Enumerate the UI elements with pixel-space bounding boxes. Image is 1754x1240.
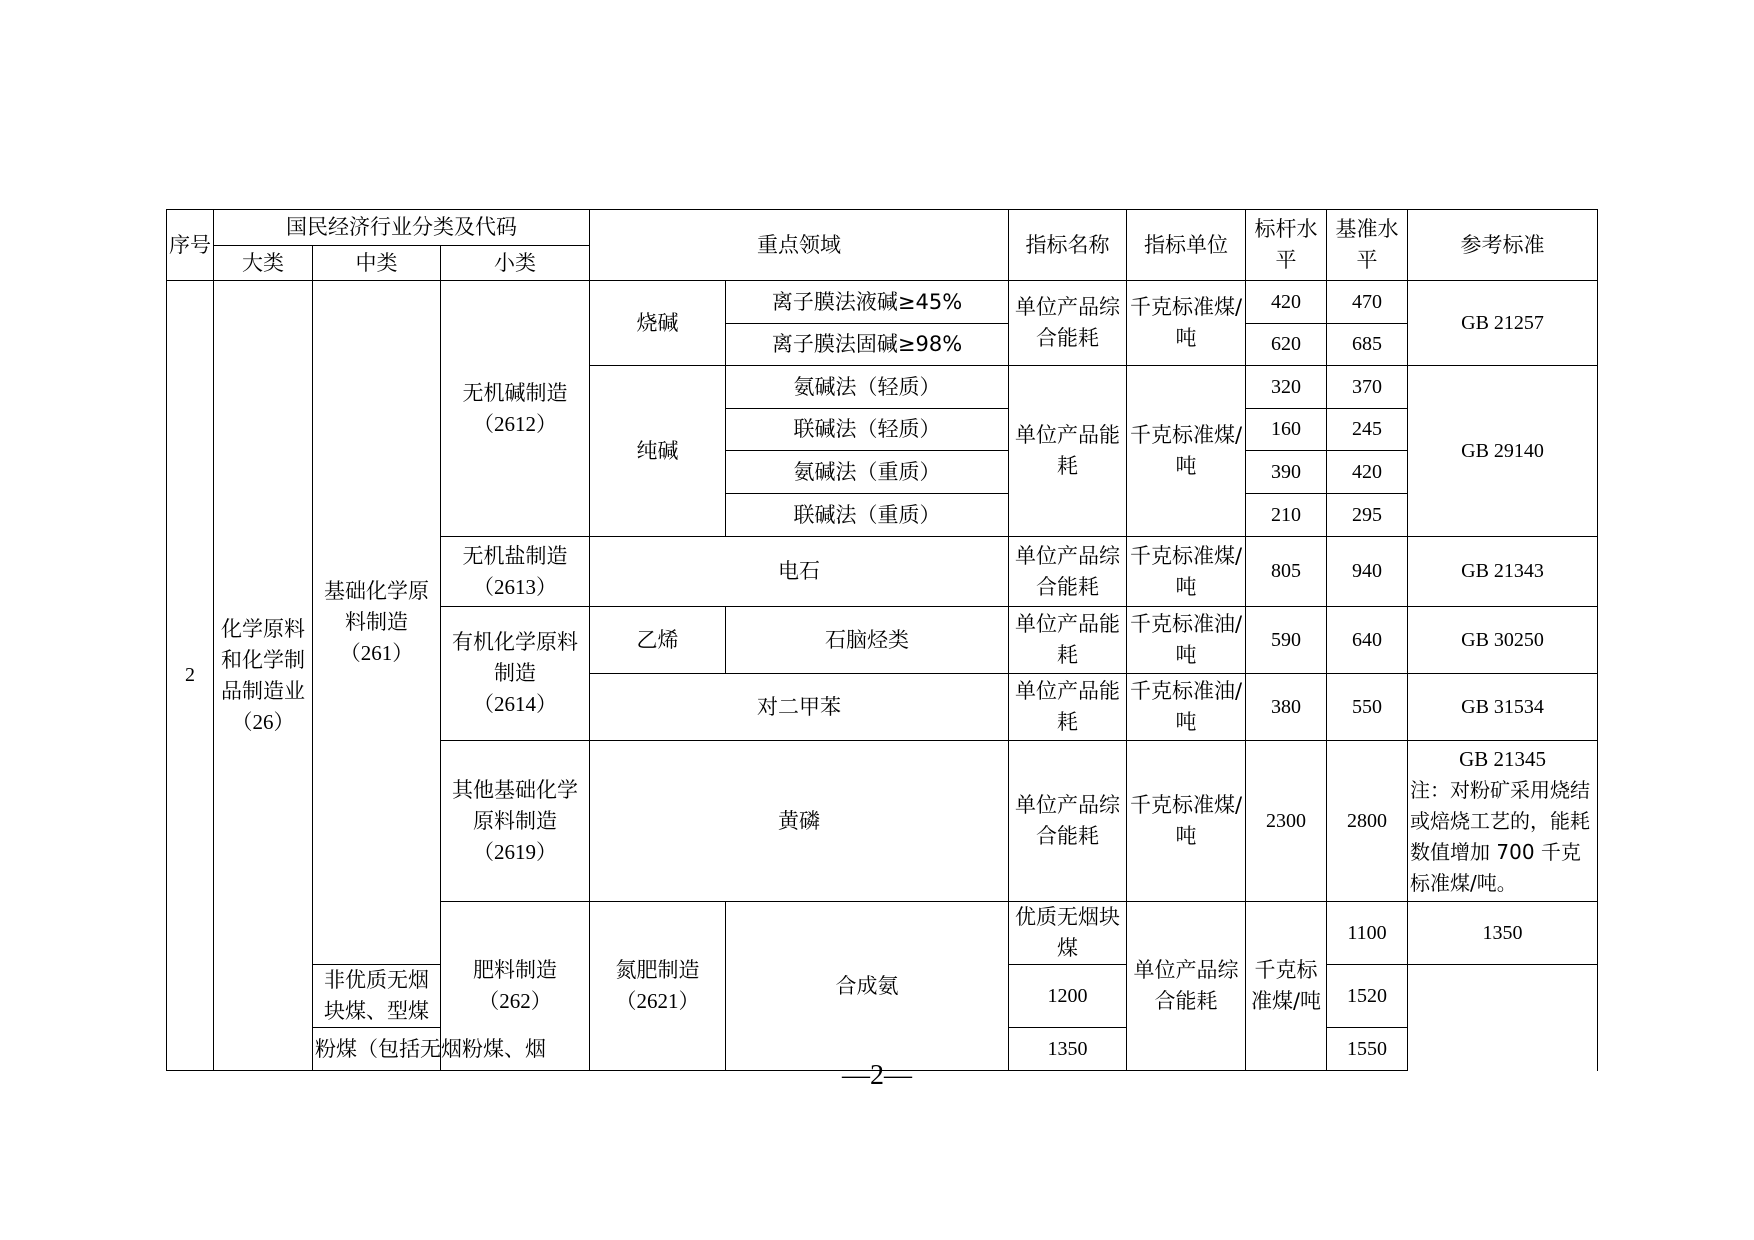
benchmark-soda-1: 320 [1246, 366, 1327, 409]
minor-cell-5 [590, 902, 726, 1071]
unit-phosphorus: 千克标准煤/吨 [1127, 741, 1246, 902]
indicator-px: 单位产品能耗 [1009, 674, 1127, 741]
baseline-soda-4: 295 [1327, 494, 1408, 537]
product-ethylene-1: 石脑烃类 [726, 607, 1009, 674]
energy-benchmark-table [166, 209, 1598, 1071]
indicator-soda: 单位产品能耗 [1009, 366, 1127, 537]
benchmark-soda-3: 390 [1246, 451, 1327, 494]
header-major: 大类 [214, 246, 313, 281]
seq-cell: 2 [167, 281, 214, 1071]
reference-soda: GB 29140 [1408, 366, 1598, 537]
minor-name-1: 无机碱制造 [462, 380, 568, 405]
minor-code-2: （2613） [473, 574, 558, 599]
page-number: —2— [842, 1060, 912, 1091]
benchmark-carbide: 805 [1246, 537, 1327, 607]
reference-phosphorus: GB 21345 [1459, 746, 1546, 771]
minor-code-1: （2612） [473, 411, 558, 436]
baseline-ammonia-1: 1350 [1408, 902, 1598, 965]
header-indicator-unit: 指标单位 [1127, 210, 1246, 281]
domain-phosphorus: 黄磷 [590, 741, 1009, 902]
header-classification: 国民经济行业分类及代码 [214, 210, 590, 246]
header-domain: 重点领域 [590, 210, 1009, 281]
product-soda-2: 联碱法（轻质） [726, 409, 1009, 451]
minor-name-2: 无机盐制造 [462, 543, 568, 568]
product-caustic-2: 离子膜法固碱≥98% [726, 324, 1009, 366]
reference-caustic: GB 21257 [1408, 281, 1598, 366]
product-caustic-1: 离子膜法液碱≥45% [726, 281, 1009, 324]
middle-code-1: （261） [339, 641, 414, 665]
unit-caustic: 千克标准煤/吨 [1127, 281, 1246, 366]
baseline-ethylene: 640 [1327, 607, 1408, 674]
baseline-ammonia-2: 1520 [1327, 965, 1408, 1028]
unit-ammonia: 千克标准煤/吨 [1246, 902, 1327, 1071]
minor-code-3: （2614） [473, 692, 558, 716]
header-seq: 序号 [167, 210, 214, 281]
baseline-caustic-1: 470 [1327, 281, 1408, 324]
indicator-ethylene: 单位产品能耗 [1009, 607, 1127, 674]
benchmark-ammonia-2: 1200 [1009, 965, 1127, 1028]
header-benchmark: 标杆水平 [1246, 210, 1327, 281]
baseline-px: 550 [1327, 674, 1408, 741]
indicator-phosphorus: 单位产品综合能耗 [1009, 741, 1127, 902]
domain-px: 对二甲苯 [590, 674, 1009, 741]
domain-soda: 纯碱 [590, 366, 726, 537]
major-cell [214, 281, 313, 1071]
benchmark-phosphorus: 2300 [1246, 741, 1327, 902]
table-row [167, 281, 1598, 324]
minor-name-4: 其他基础化学原料制造 [452, 777, 579, 833]
domain-caustic: 烧碱 [590, 281, 726, 366]
product-ammonia-3: 粉煤（包括无烟粉煤、烟 [313, 1028, 441, 1071]
minor-cell-2 [441, 537, 590, 607]
header-minor: 小类 [441, 246, 590, 281]
header-middle: 中类 [313, 246, 441, 281]
indicator-ammonia: 单位产品综合能耗 [1127, 902, 1246, 1071]
middle-name-1: 基础化学原料制造 [324, 579, 429, 634]
unit-px: 千克标准油/吨 [1127, 674, 1246, 741]
minor-cell-4 [441, 741, 590, 902]
major-code: （26） [231, 709, 295, 734]
indicator-caustic: 单位产品综合能耗 [1009, 281, 1127, 366]
unit-carbide: 千克标准煤/吨 [1127, 537, 1246, 607]
benchmark-caustic-2: 620 [1246, 324, 1327, 366]
minor-cell-3 [441, 607, 590, 741]
benchmark-soda-2: 160 [1246, 409, 1327, 451]
minor-code-5: （2621） [615, 989, 700, 1013]
benchmark-ammonia-3: 1350 [1009, 1028, 1127, 1071]
baseline-caustic-2: 685 [1327, 324, 1408, 366]
benchmark-soda-4: 210 [1246, 494, 1327, 537]
minor-code-4: （2619） [473, 839, 558, 864]
reference-phosphorus-cell [1408, 741, 1598, 902]
middle-cell-1 [313, 281, 441, 965]
benchmark-px: 380 [1246, 674, 1327, 741]
minor-name-3: 有机化学原料制造 [452, 630, 579, 685]
domain-ethylene: 乙烯 [590, 607, 726, 674]
header-indicator-name: 指标名称 [1009, 210, 1127, 281]
product-ammonia-2: 非优质无烟块煤、型煤 [313, 965, 441, 1028]
reference-px: GB 31534 [1408, 674, 1598, 741]
baseline-soda-3: 420 [1327, 451, 1408, 494]
header-baseline: 基准水平 [1327, 210, 1408, 281]
domain-carbide: 电石 [590, 537, 1009, 607]
baseline-carbide: 940 [1327, 537, 1408, 607]
benchmark-caustic-1: 420 [1246, 281, 1327, 324]
baseline-soda-2: 245 [1327, 409, 1408, 451]
product-soda-3: 氨碱法（重质） [726, 451, 1009, 494]
middle-code-2: （262） [478, 989, 552, 1013]
minor-cell-1 [441, 281, 590, 537]
middle-name-2: 肥料制造 [473, 958, 558, 982]
reference-carbide: GB 21343 [1408, 537, 1598, 607]
indicator-carbide: 单位产品综合能耗 [1009, 537, 1127, 607]
baseline-soda-1: 370 [1327, 366, 1408, 409]
benchmark-ethylene: 590 [1246, 607, 1327, 674]
unit-soda: 千克标准煤/吨 [1127, 366, 1246, 537]
benchmark-ammonia-1: 1100 [1327, 902, 1408, 965]
major-name: 化学原料和化学制品制造业 [221, 616, 305, 703]
baseline-ammonia-3: 1550 [1327, 1028, 1408, 1071]
product-ammonia-1: 优质无烟块煤 [1009, 902, 1127, 965]
reference-ethylene: GB 30250 [1408, 607, 1598, 674]
unit-ethylene: 千克标准油/吨 [1127, 607, 1246, 674]
baseline-phosphorus: 2800 [1327, 741, 1408, 902]
domain-ammonia: 合成氨 [726, 902, 1009, 1071]
minor-name-5: 氮肥制造 [615, 958, 700, 982]
product-soda-1: 氨碱法（轻质） [726, 366, 1009, 409]
reference-phosphorus-note: 注：对粉矿采用烧结或焙烧工艺的，能耗数值增加 700 千克标准煤/吨。 [1410, 777, 1591, 895]
product-soda-4: 联碱法（重质） [726, 494, 1009, 537]
header-reference: 参考标准 [1408, 210, 1598, 281]
